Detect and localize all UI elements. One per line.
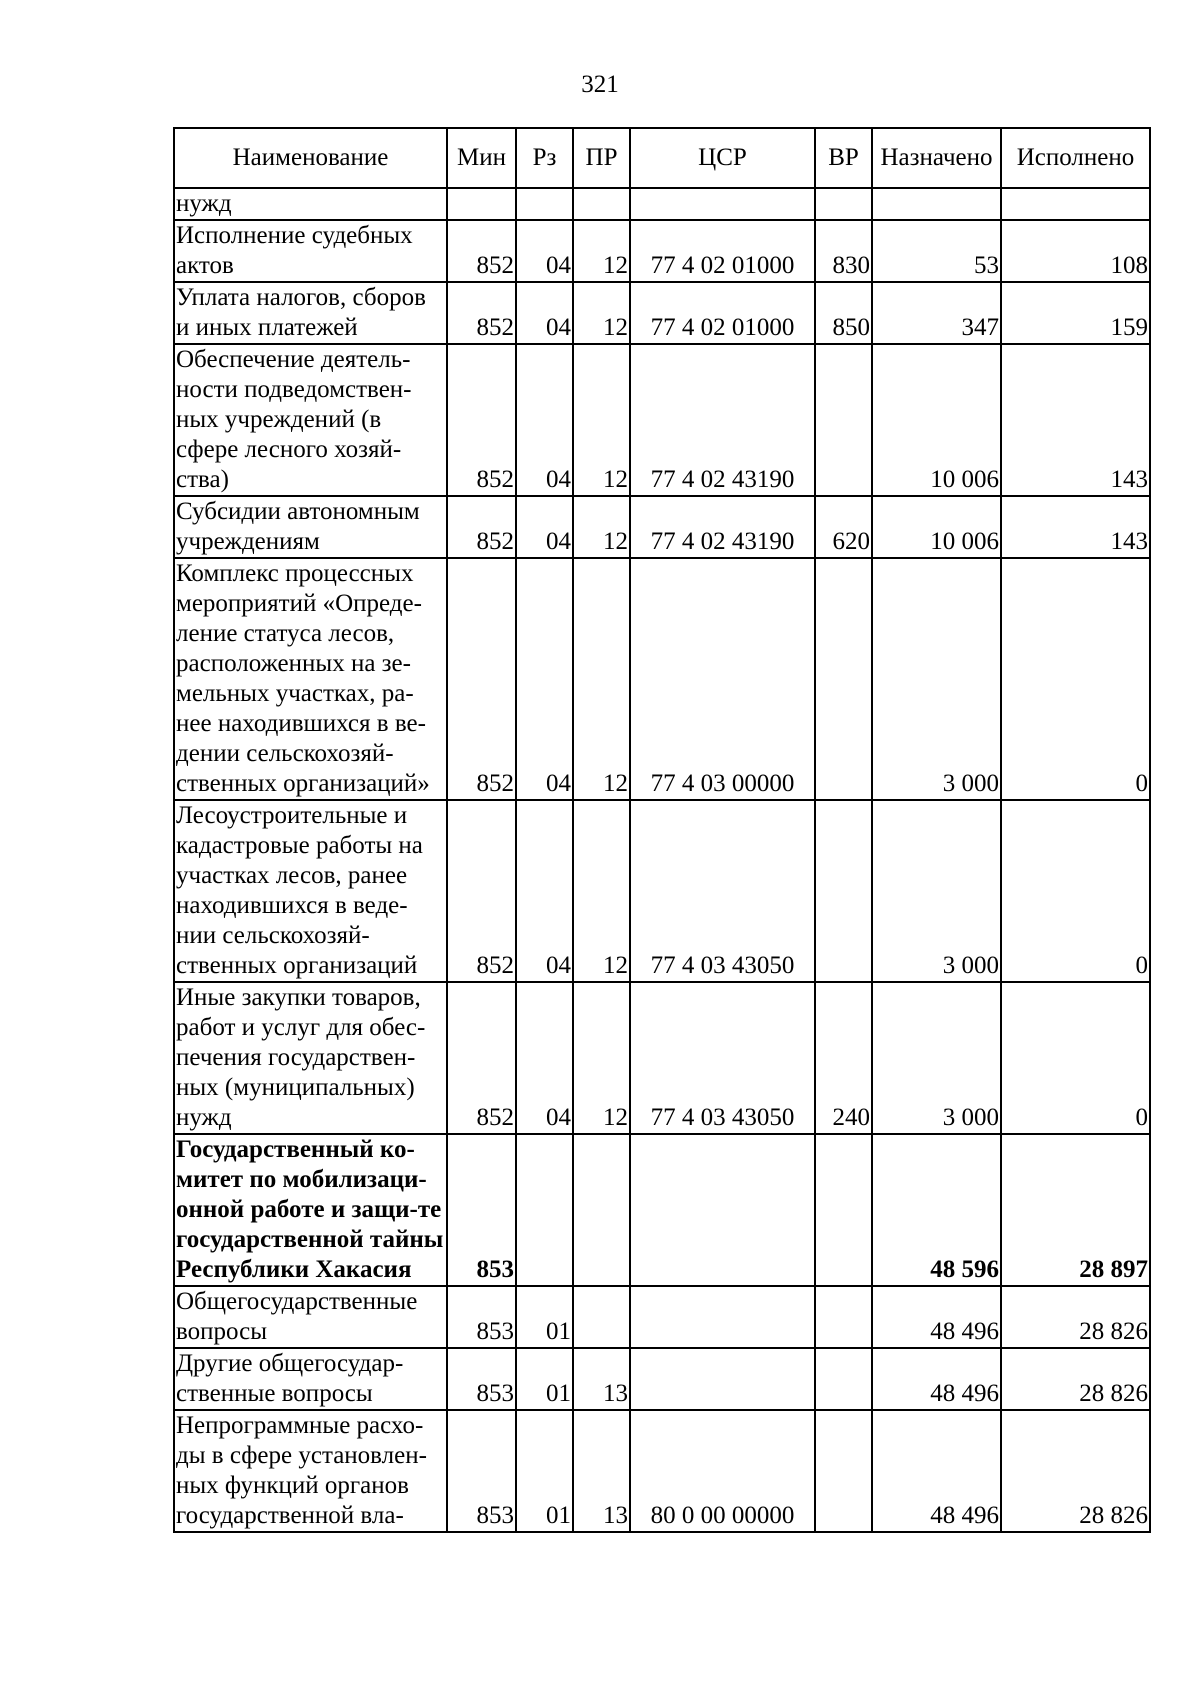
row-csr: 77 4 03 00000 [630,558,815,800]
row-vr: 620 [815,496,872,558]
row-csr [630,1286,815,1348]
header-row [174,128,1150,188]
row-min: 853 [447,1348,516,1410]
row-pr: 12 [573,496,630,558]
row-pr [573,1134,630,1286]
header-min: Мин [447,128,516,188]
row-assigned: 347 [872,282,1001,344]
row-pr: 12 [573,558,630,800]
row-rz [516,1134,573,1286]
table-row [174,220,1150,282]
row-csr [630,1348,815,1410]
table-row [174,1348,1150,1410]
row-rz: 04 [516,344,573,496]
row-pr: 12 [573,982,630,1134]
row-name: Непрограммные расхо-ды в сфере установлен-ных функций органов государственной вла- [174,1410,447,1532]
row-assigned: 10 006 [872,344,1001,496]
row-vr: 240 [815,982,872,1134]
table-body [174,188,1150,1532]
table-row [174,496,1150,558]
row-pr: 12 [573,344,630,496]
row-csr: 77 4 03 43050 [630,800,815,982]
row-executed [1001,188,1150,220]
row-name: Общегосударственные вопросы [174,1286,447,1348]
table-row [174,982,1150,1134]
table-row [174,188,1150,220]
row-csr: 77 4 02 01000 [630,220,815,282]
row-executed: 143 [1001,496,1150,558]
row-csr [630,1134,815,1286]
row-name: Уплата налогов, сборов и иных платежей [174,282,447,344]
row-rz: 01 [516,1286,573,1348]
row-min: 852 [447,558,516,800]
row-assigned: 3 000 [872,982,1001,1134]
table-row [174,282,1150,344]
header-executed: Исполнено [1001,128,1150,188]
row-assigned: 48 596 [872,1134,1001,1286]
row-pr: 12 [573,282,630,344]
row-vr [815,1410,872,1532]
row-min: 852 [447,800,516,982]
row-pr: 13 [573,1410,630,1532]
row-pr [573,188,630,220]
row-vr: 830 [815,220,872,282]
row-min: 852 [447,344,516,496]
header-name: Наименование [174,128,447,188]
row-assigned: 3 000 [872,558,1001,800]
budget-table [173,127,1151,1533]
row-name: нужд [174,188,447,220]
row-assigned: 3 000 [872,800,1001,982]
row-min: 852 [447,220,516,282]
row-csr: 80 0 00 00000 [630,1410,815,1532]
row-pr: 13 [573,1348,630,1410]
row-pr: 12 [573,800,630,982]
row-csr: 77 4 03 43050 [630,982,815,1134]
row-assigned: 48 496 [872,1286,1001,1348]
header-csr: ЦСР [630,128,815,188]
row-assigned: 10 006 [872,496,1001,558]
row-executed: 159 [1001,282,1150,344]
row-executed: 143 [1001,344,1150,496]
row-rz: 04 [516,982,573,1134]
row-csr: 77 4 02 01000 [630,282,815,344]
row-executed: 28 826 [1001,1410,1150,1532]
row-rz: 04 [516,800,573,982]
row-name: Комплекс процессных мероприятий «Опреде-ление статуса лесов, расположенных на зе-мельных участках, ра-нее находившихся в ве-дении сельскохозяй-ственных организаций» [174,558,447,800]
row-executed: 108 [1001,220,1150,282]
row-assigned: 53 [872,220,1001,282]
row-executed: 28 826 [1001,1348,1150,1410]
row-vr [815,1348,872,1410]
row-assigned: 48 496 [872,1410,1001,1532]
row-executed: 28 897 [1001,1134,1150,1286]
row-executed: 28 826 [1001,1286,1150,1348]
row-vr: 850 [815,282,872,344]
table-row [174,1286,1150,1348]
row-name: Субсидии автономным учреждениям [174,496,447,558]
table-row [174,1410,1150,1532]
row-rz [516,188,573,220]
row-vr [815,1286,872,1348]
row-vr [815,800,872,982]
row-vr [815,344,872,496]
table-row [174,344,1150,496]
row-name: Лесоустроительные и кадастровые работы на участках лесов, ранее находившихся в веде-нии сельскохозяй-ственных организаций [174,800,447,982]
row-min: 853 [447,1286,516,1348]
row-min: 853 [447,1134,516,1286]
row-executed: 0 [1001,982,1150,1134]
row-rz: 04 [516,282,573,344]
row-name: Обеспечение деятель-ности подведомствен-ных учреждений (в сфере лесного хозяй-ства) [174,344,447,496]
row-executed: 0 [1001,800,1150,982]
row-name: Исполнение судебных актов [174,220,447,282]
row-min [447,188,516,220]
row-vr [815,1134,872,1286]
header-pr: ПР [573,128,630,188]
row-min: 852 [447,496,516,558]
row-min: 852 [447,982,516,1134]
row-executed: 0 [1001,558,1150,800]
row-assigned: 48 496 [872,1348,1001,1410]
row-name: Другие общегосудар-ственные вопросы [174,1348,447,1410]
row-rz: 01 [516,1410,573,1532]
row-name: Иные закупки товаров, работ и услуг для обес-печения государствен-ных (муниципальных) нужд [174,982,447,1134]
row-rz: 04 [516,558,573,800]
row-rz: 04 [516,220,573,282]
row-vr [815,188,872,220]
row-name: Государственный ко-митет по мобилизаци-онной работе и защи-те государственной тайны Республики Хакасия [174,1134,447,1286]
header-vr: ВР [815,128,872,188]
page-number: 321 [581,71,619,98]
row-min: 852 [447,282,516,344]
row-csr [630,188,815,220]
row-csr: 77 4 02 43190 [630,496,815,558]
row-rz: 01 [516,1348,573,1410]
table-row [174,1134,1150,1286]
row-pr: 12 [573,220,630,282]
row-pr [573,1286,630,1348]
header-rz: Рз [516,128,573,188]
header-assigned: Назначено [872,128,1001,188]
row-vr [815,558,872,800]
row-min: 853 [447,1410,516,1532]
row-rz: 04 [516,496,573,558]
table-row [174,800,1150,982]
table-row [174,558,1150,800]
row-csr: 77 4 02 43190 [630,344,815,496]
row-assigned [872,188,1001,220]
